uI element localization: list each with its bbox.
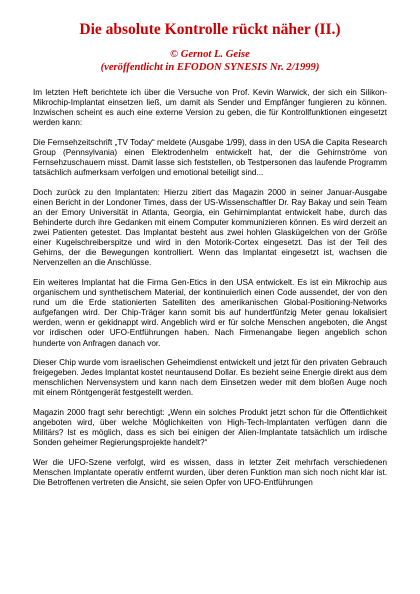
paragraph: Die Fernsehzeitschrift „TV Today“ meldete (Ausgabe 1/99), dass in den USA die Capita Research Group (Pennsylvania) einen Elektrodenhelm entwickelt hat, der die Gehirnströme von Fernsehzuschauern misst. Damit lasse sich feststellen, ob Testpersonen das laufende Programm tatsächlich aufmerksam verfolgen und emotional beteiligt sind... [33,137,387,178]
paragraph: Ein weiteres Implantat hat die Firma Gen-Etics in den USA entwickelt. Es ist ein Mikrochip aus organischem und synthetischem Material, der kontinuierlich einen Code aussendet, der von den rund um die Erde stationierten Satelliten des amerikanischen Global-Positioning-Networks aufgefangen wird. Der Chip-Träger kann somit bis auf hundertfünfzig Meter genau lokalisiert werden, wenn er gekidnappt wird. Angeblich wird er für solche Menschen angeboten, die Angst vor irdischen oder UFO-Entführungen haben. Nach Firmenangabe liegen angeblich schon hunderte von Anfragen danach vor. [33,278,387,348]
article-byline [33,48,387,74]
paragraph: Wer die UFO-Szene verfolgt, wird es wissen, dass in letzter Zeit mehrfach verschiedenen Menschen Implantate operativ entfernt wurden, über deren Funktion man sich noch nicht klar ist. Die Betroffenen vertreten die Ansicht, sie seien Opfer von UFO-Entführungen [33,457,387,488]
paragraph: Doch zurück zu den Implantaten: Hierzu zitiert das Magazin 2000 in seiner Januar-Ausgabe einen Bericht in der Londoner Times, dass der US-Wissenschaftler Dr. Ray Bakay und sein Team an der Emory Universität in Atlanta, Georgia, ein Gehirnimplantat entwickelt habe, durch das Behinderte durch ihre Gedanken mit einem Computer kommunizieren können. Es wird derzeit an zwei Patienten getestet. Das Implantat besteht aus zwei hohlen Glaskügelchen von der Größe einer Kugelschreiberspitze und wird in den Motorik-Cortex eingesetzt. Das ist der Teil des Gehirns, der die Bewegungen kontrolliert. Wenn das Implantat eingesetzt ist, wachsen die Nervenzellen an die Anschlüsse. [33,187,387,268]
paragraph: Magazin 2000 fragt sehr berechtigt: „Wenn ein solches Produkt jetzt schon für die Öffentlichkeit angeboten wird, über welche Möglichkeiten von High-Tech-Implantaten verfügen dann die Militärs? Ist es möglich, dass es sich bei einigen der Alien-Implantate tatsächlich um irdische Sonden geheimer Regierungsprojekte handelt?“ [33,408,387,448]
paragraph: Dieser Chip wurde vom israelischen Geheimdienst entwickelt und jetzt für den privaten Gebrauch freigegeben. Jedes Implantat kostet neuntausend Dollar. Es bezieht seine Energie direkt aus dem menschlichen Nervensystem und kann nach dem Einsetzen weder mit dem bloßen Auge noch mit einem Röntgengerät festgestellt werden. [33,358,387,398]
publication-line: (veröffentlicht in EFODON SYNESIS Nr. 2/1999) [100,62,320,73]
article-body [33,88,387,488]
article-title: Die absolute Kontrolle rückt näher (II.) [79,21,341,38]
paragraph: Im letzten Heft berichtete ich über die Versuche von Prof. Kevin Warwick, der sich ein Silikon-Mikrochip-Implantat einsetzen ließ, um damit als Sender und Empfänger fungieren zu können. Inzwischen scheint es auch eine externe Version zu geben, die für Kontrollfunktionen eingesetzt werden kann: [33,88,387,128]
author-line: © Gernot L. Geise [170,49,250,60]
